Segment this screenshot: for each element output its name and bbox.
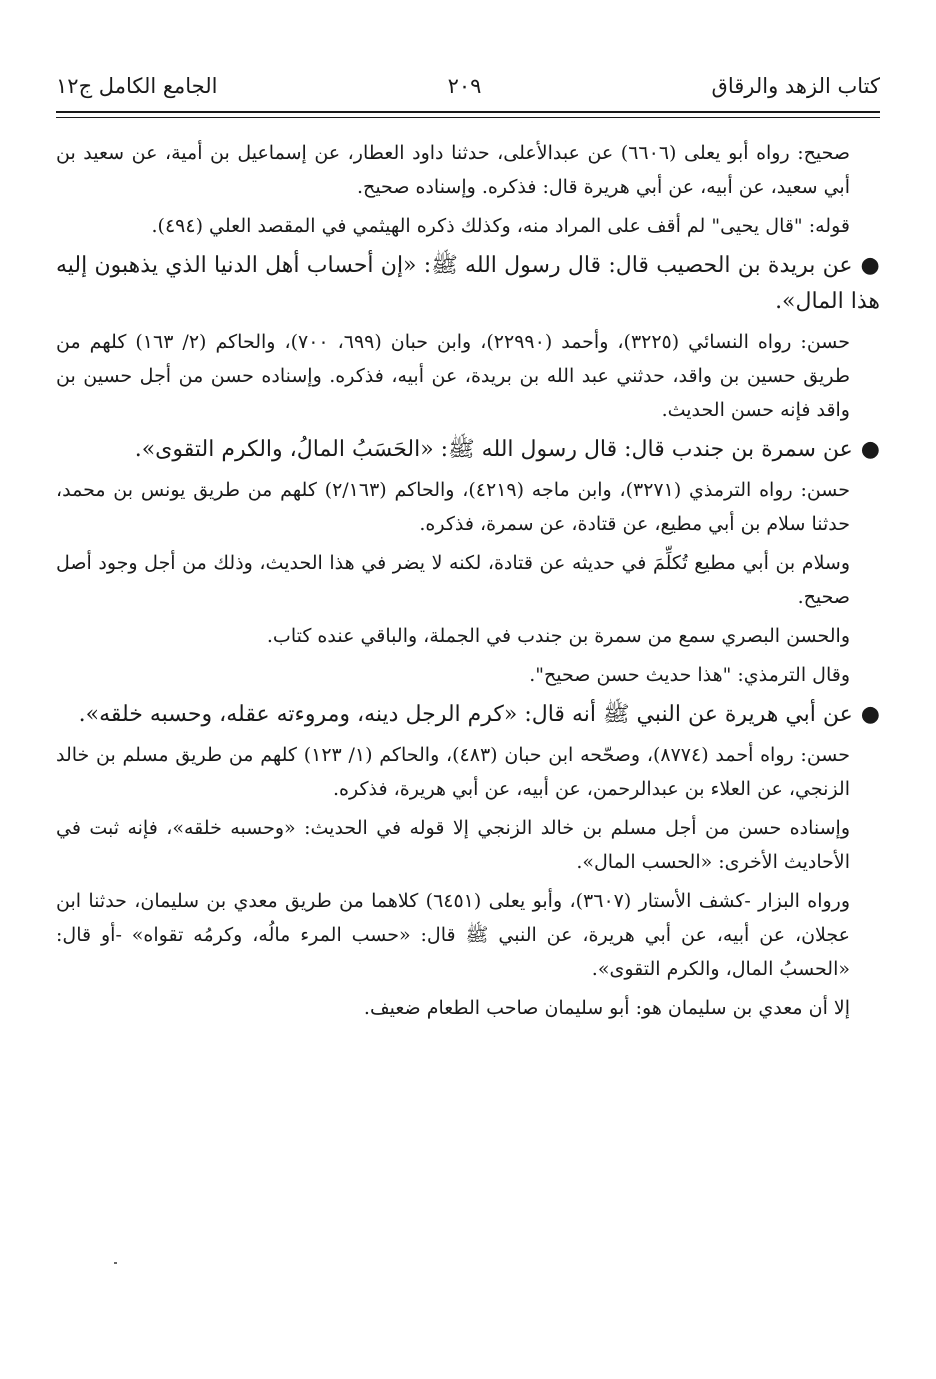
bullet-icon: ● xyxy=(860,253,880,278)
hadith-paragraph: ●عن بريدة بن الحصيب قال: قال رسول الله ﷺ: «إن أحساب أهل الدنيا الذي يذهبون إليه هذا المال». xyxy=(56,253,880,314)
bullet-icon: ● xyxy=(860,437,880,462)
grading-paragraph: حسن: رواه أحمد (٨٧٧٤)، وصحّحه ابن حبان (٤٨٣)، والحاكم (١/ ١٢٣) كلهم من طريق مسلم بن خالد الزنجي، عن العلاء بن عبدالرحمن، عن أبيه، عن أبي هريرة، فذكره. xyxy=(56,744,850,800)
header-rule-thin xyxy=(56,117,880,118)
volume-label: الجامع الكامل ج١٢ xyxy=(56,74,218,98)
grading-paragraph: حسن: رواه النسائي (٣٢٢٥)، وأحمد (٢٢٩٩٠)، وابن حبان (٦٩٩، ٧٠٠)، والحاكم (٢/ ١٦٣) كلهم من طريق حسين بن واقد، حدثني عبد الله بن بريدة، عن أبيه، فذكره. وإسناده حسن من أجل حسين بن واقد فإنه حسن الحديث. xyxy=(56,331,850,421)
bullet-icon: ● xyxy=(860,702,880,727)
page-body xyxy=(56,136,880,1030)
header-rule-thick xyxy=(56,111,880,113)
running-header xyxy=(56,68,880,104)
page-number: ٢٠٩ xyxy=(447,74,482,98)
hadith-paragraph: ●عن أبي هريرة عن النبي ﷺ أنه قال: «كرم الرجل دينه، ومروءته عقله، وحسبه خلقه». xyxy=(78,702,880,727)
hadith-paragraph: ●عن سمرة بن جندب قال: قال رسول الله ﷺ: «الحَسَبُ المالُ، والكرم التقوى». xyxy=(134,437,880,462)
note-paragraph: وسلام بن أبي مطيع تُكلِّمَ في حديثه عن قتادة، لكنه لا يضر في هذا الحديث، وذلك من أجل وجود أصل صحيح. xyxy=(56,552,850,608)
note-paragraph: وقال الترمذي: "هذا حديث حسن صحيح". xyxy=(529,664,850,686)
note-paragraph: ورواه البزار -كشف الأستار (٣٦٠٧)، وأبو يعلى (٦٤٥١) كلاهما من طريق معدي بن سليمان، حدثنا ابن عجلان، عن أبيه، عن أبي هريرة، عن النبي ﷺ قال: «حسب المرء مالُه، وكرمُه تقواه» -أو قال: «الحسبُ المال، والكرم التقوى». xyxy=(56,890,850,980)
note-paragraph: وإسناده حسن من أجل مسلم بن خالد الزنجي إلا قوله في الحديث: «وحسبه خلقه»، فإنه ثبت في الأحاديث الأخرى: «الحسب المال». xyxy=(56,817,850,873)
book-title: كتاب الزهد والرقاق xyxy=(711,74,880,98)
note-paragraph: إلا أن معدي بن سليمان هو: أبو سليمان صاحب الطعام ضعيف. xyxy=(363,997,850,1019)
note-paragraph: والحسن البصري سمع من سمرة بن جندب في الجملة، والباقي عنده كتاب. xyxy=(266,625,850,647)
grading-paragraph: صحيح: رواه أبو يعلى (٦٦٠٦) عن عبدالأعلى، حدثنا داود العطار، عن إسماعيل بن أمية، عن سعيد بن أبي سعيد، عن أبيه، عن أبي هريرة قال: فذكره. وإسناده صحيح. xyxy=(56,142,850,198)
note-paragraph: قوله: "قال يحيى" لم أقف على المراد منه، وكذلك ذكره الهيثمي في المقصد العلي (٤٩٤). xyxy=(151,215,850,237)
scan-speck xyxy=(114,1262,117,1264)
grading-paragraph: حسن: رواه الترمذي (٣٢٧١)، وابن ماجه (٤٢١٩)، والحاكم (٢/١٦٣) كلهم من طريق يونس بن محمد، حدثنا سلام بن أبي مطيع، عن قتادة، عن سمرة، فذكره. xyxy=(56,479,851,535)
